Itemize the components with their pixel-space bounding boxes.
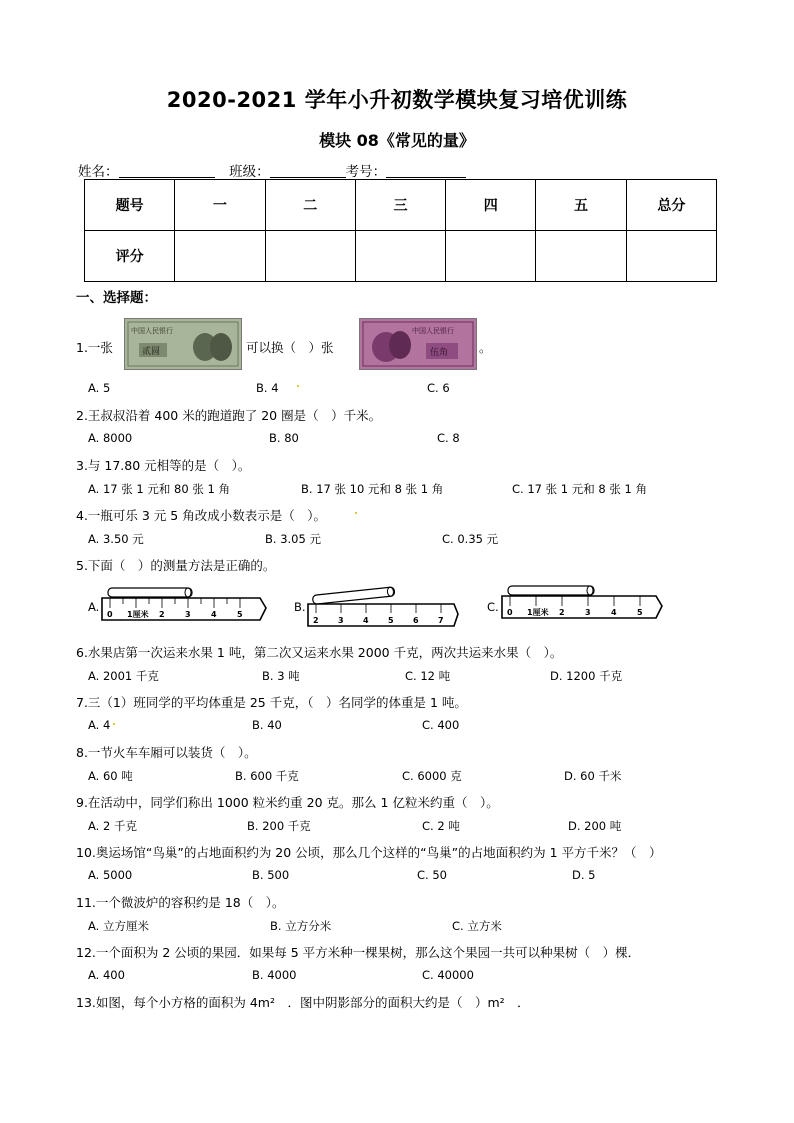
q3-option-c[interactable]: C. 17 张 1 元和 8 张 1 角 (512, 482, 648, 496)
page-title: 2020-2021 学年小升初数学模块复习培优训练 (166, 88, 628, 112)
score-cell: 五 (536, 180, 626, 231)
q10-option-c[interactable]: C. 50 (417, 868, 447, 882)
question-7-stem: 7.三（1）班同学的平均体重是 25 千克，（ ）名同学的体重是 1 吨。 (76, 695, 467, 710)
question-9-stem: 9.在活动中，同学们称出 1000 粒米约重 20 克。那么 1 亿粒米约重（ ）。 (76, 795, 499, 810)
q5-option-b[interactable]: B. (294, 600, 306, 614)
q1-option-b[interactable]: B. 4 (256, 381, 279, 395)
q8-option-d[interactable]: D. 60 千米 (564, 769, 622, 783)
student-info-line (78, 160, 466, 180)
score-input-cell[interactable] (265, 231, 355, 282)
score-cell: 评分 (85, 231, 175, 282)
score-cell: 四 (446, 180, 536, 231)
ruler-b-tick-label: 4 (363, 616, 369, 625)
section-heading: 一、选择题： (76, 290, 157, 306)
name-blank[interactable] (119, 163, 215, 178)
q2-option-a[interactable]: A. 8000 (88, 431, 133, 445)
score-input-cell[interactable] (355, 231, 445, 282)
ruler-c-image (500, 582, 664, 622)
note1-text: 贰圆 (142, 347, 161, 357)
q3-option-b[interactable]: B. 17 张 10 元和 8 张 1 角 (301, 482, 444, 496)
ruler-b-tick-label: 7 (438, 616, 444, 625)
class-label: 班级： (229, 164, 270, 180)
exam-label: 考号： (345, 164, 387, 180)
ruler-a-tick-label: 2 (159, 610, 165, 619)
q7-option-c[interactable]: C. 400 (422, 718, 460, 732)
ruler-c-tick-label: 5 (637, 608, 643, 617)
score-value-row (85, 231, 717, 282)
question-4-stem: 4.一瓶可乐 3 元 5 角改成小数表示是（ ）。 (76, 508, 326, 523)
score-cell: 三 (355, 180, 445, 231)
decorative-dot (355, 512, 357, 514)
question-6-stem: 6.水果店第一次运来水果 1 吨，第二次又运来水果 2000 千克，两次共运来水果（ ）。 (76, 645, 563, 660)
q10-option-a[interactable]: A. 5000 (88, 868, 133, 882)
note2-text: 伍角 (430, 348, 449, 358)
q6-option-c[interactable]: C. 12 吨 (405, 669, 451, 683)
five-jiao-note-image (359, 318, 477, 370)
q8-option-c[interactable]: C. 6000 克 (402, 769, 462, 783)
class-blank[interactable] (270, 163, 346, 178)
question-12-stem: 12.一个面积为 2 公顷的果园．如果每 5 平方米种一棵果树，那么这个果园一共可以种果树（ ）棵． (76, 945, 641, 960)
ruler-c-tick-label: 4 (611, 608, 617, 617)
q4-option-b[interactable]: B. 3.05 元 (265, 532, 321, 546)
q11-option-b[interactable]: B. 立方分米 (270, 919, 332, 933)
score-table (84, 179, 717, 282)
exam-blank[interactable] (386, 163, 466, 178)
q7-option-b[interactable]: B. 40 (252, 718, 282, 732)
q6-option-b[interactable]: B. 3 吨 (262, 669, 300, 683)
question-3-stem: 3.与 17.80 元相等的是（ ）。 (76, 458, 251, 473)
q11-option-c[interactable]: C. 立方米 (452, 919, 502, 933)
question-5-stem: 5.下面（ ）的测量方法是正确的。 (76, 558, 276, 573)
ruler-c-tick-label: 3 (585, 608, 591, 617)
q4-option-c[interactable]: C. 0.35 元 (442, 532, 499, 546)
ruler-b-tick-label: 3 (338, 616, 344, 625)
two-yuan-note-image (124, 318, 242, 370)
q8-option-a[interactable]: A. 60 吨 (88, 769, 133, 783)
ruler-a-tick-label: 0 (107, 610, 113, 619)
note2-header: 中国人民银行 (412, 327, 454, 335)
score-input-cell[interactable] (446, 231, 536, 282)
score-cell: 一 (175, 180, 265, 231)
q10-option-b[interactable]: B. 500 (252, 868, 290, 882)
q7-option-a[interactable]: A. 4 (88, 718, 111, 732)
q6-option-a[interactable]: A. 2001 千克 (88, 669, 159, 683)
q10-option-d[interactable]: D. 5 (572, 868, 596, 882)
ruler-b-image (306, 582, 462, 632)
q12-option-a[interactable]: A. 400 (88, 968, 125, 982)
q5-option-c[interactable]: C. (487, 600, 499, 614)
question-2-stem: 2.王叔叔沿着 400 米的跑道跑了 20 圈是（ ）千米。 (76, 408, 382, 423)
q9-option-d[interactable]: D. 200 吨 (568, 819, 622, 833)
score-input-cell[interactable] (536, 231, 626, 282)
question-11-stem: 11.一个微波炉的容积约是 18（ ）。 (76, 895, 285, 910)
q12-option-c[interactable]: C. 40000 (422, 968, 474, 982)
ruler-a-tick-label: 3 (185, 610, 191, 619)
ruler-b-tick-label: 6 (413, 616, 419, 625)
q1-option-c[interactable]: C. 6 (427, 381, 450, 395)
q9-option-a[interactable]: A. 2 千克 (88, 819, 137, 833)
ruler-a-image (100, 586, 268, 626)
ruler-a-tick-label: 1厘米 (127, 610, 149, 619)
decorative-dot (297, 385, 299, 387)
question-1-stem-c: 。 (479, 340, 492, 355)
ruler-a-tick-label: 5 (237, 610, 243, 619)
q3-option-a[interactable]: A. 17 张 1 元和 80 张 1 角 (88, 482, 230, 496)
ruler-c-tick-label: 0 (507, 608, 513, 617)
q2-option-c[interactable]: C. 8 (437, 431, 460, 445)
score-cell: 二 (265, 180, 355, 231)
q5-option-a[interactable]: A. (88, 600, 100, 614)
ruler-c-tick-label: 1厘米 (527, 608, 549, 617)
name-label: 姓名： (78, 164, 119, 180)
q6-option-d[interactable]: D. 1200 千克 (550, 669, 623, 683)
q11-option-a[interactable]: A. 立方厘米 (88, 919, 149, 933)
score-cell: 总分 (626, 180, 716, 231)
ruler-a-tick-label: 4 (211, 610, 217, 619)
question-10-stem: 10.奥运场馆“鸟巢”的占地面积约为 20 公顷，那么几个这样的“鸟巢”的占地面积约为 1 平方千米？（ ） (76, 845, 662, 860)
ruler-c-tick-label: 2 (559, 608, 565, 617)
q1-option-a[interactable]: A. 5 (88, 381, 111, 395)
score-input-cell[interactable] (626, 231, 716, 282)
question-1-stem-a: 1.一张 (76, 340, 113, 355)
decorative-dot (113, 723, 115, 725)
q9-option-c[interactable]: C. 2 吨 (422, 819, 460, 833)
score-cell: 题号 (85, 180, 175, 231)
ruler-b-tick-label: 2 (313, 616, 319, 625)
q9-option-b[interactable]: B. 200 千克 (247, 819, 311, 833)
score-header-row (85, 180, 717, 231)
note1-header: 中国人民银行 (131, 327, 173, 335)
q12-option-b[interactable]: B. 4000 (252, 968, 297, 982)
question-1-stem-b: 可以换（ ）张 (246, 340, 334, 355)
ruler-b-tick-label: 5 (388, 616, 394, 625)
q4-option-a[interactable]: A. 3.50 元 (88, 532, 144, 546)
question-13-stem: 13.如图，每个小方格的面积为 4m² ．图中阴影部分的面积大约是（ ）m² ． (76, 995, 530, 1010)
question-8-stem: 8.一节火车车厢可以装货（ ）。 (76, 745, 257, 760)
q2-option-b[interactable]: B. 80 (269, 431, 299, 445)
page-subtitle: 模块 08《常见的量》 (319, 131, 475, 150)
score-input-cell[interactable] (175, 231, 265, 282)
q8-option-b[interactable]: B. 600 千克 (235, 769, 299, 783)
